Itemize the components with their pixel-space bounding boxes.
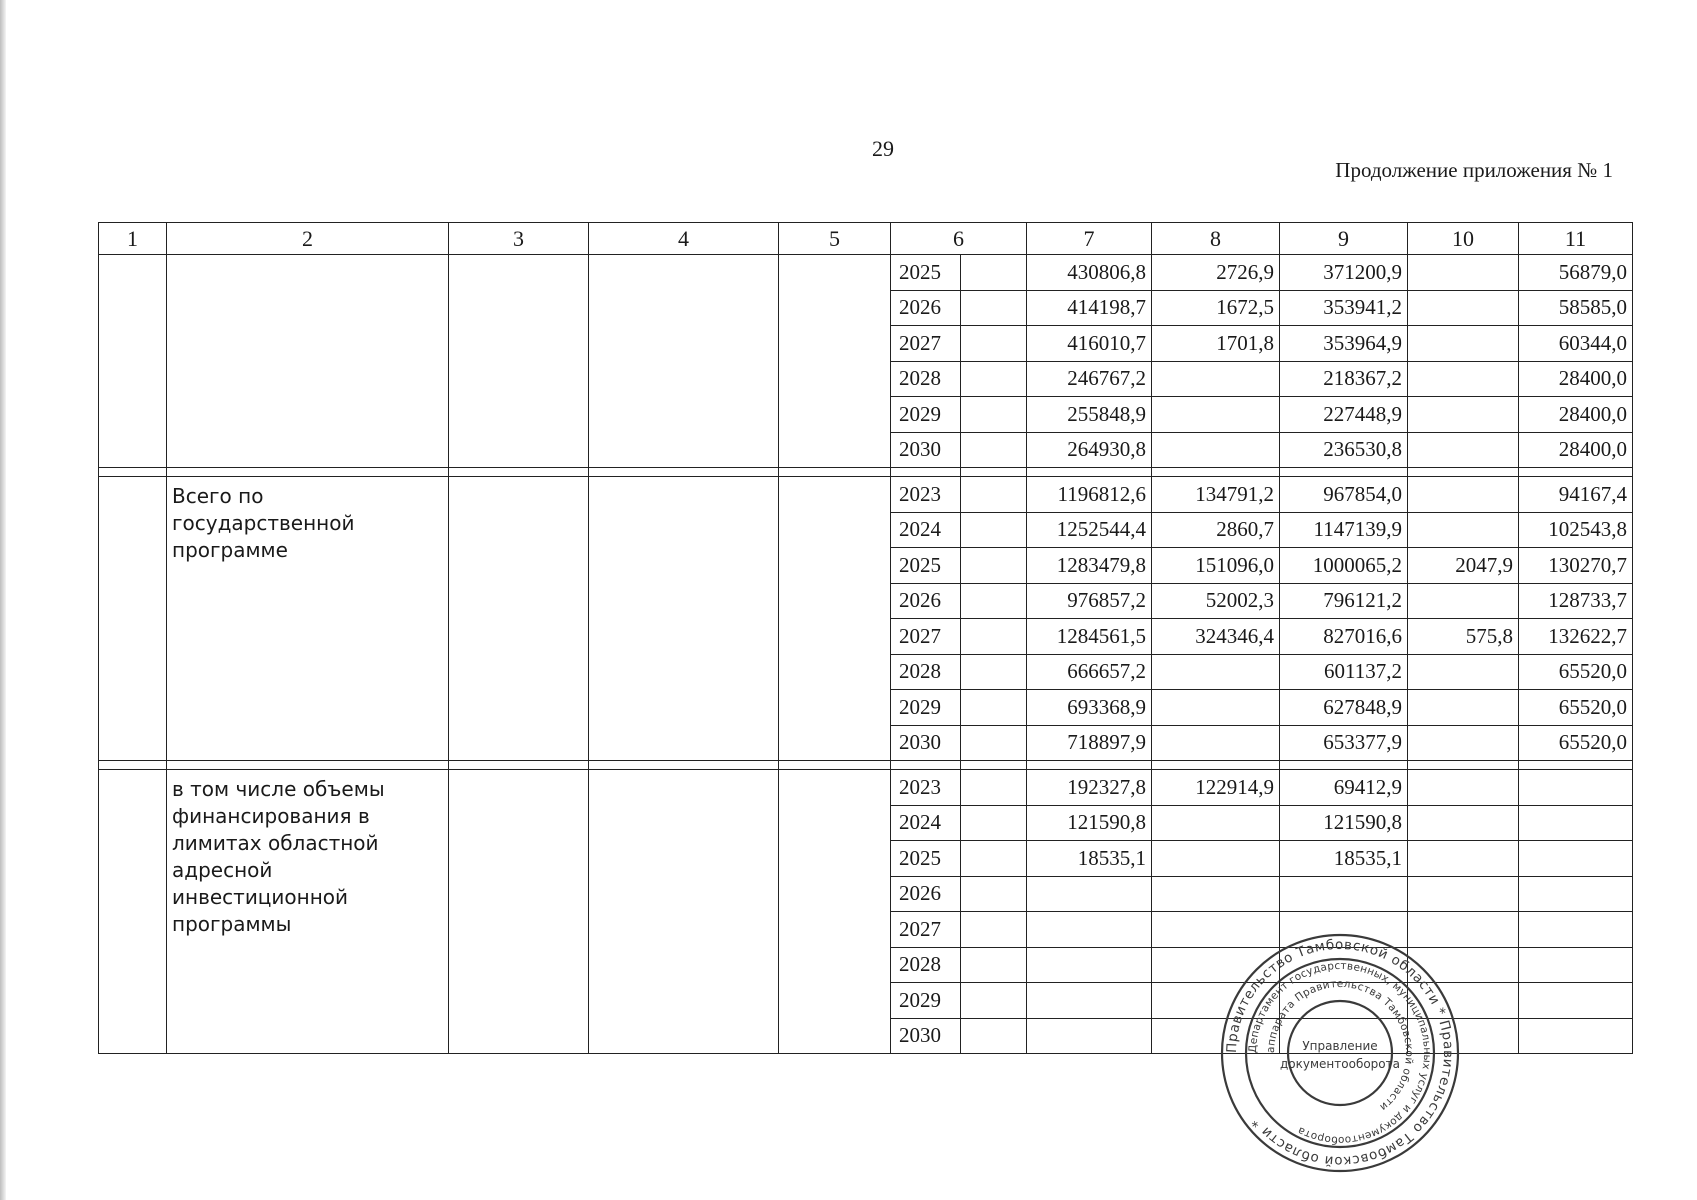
value-cell-c11: 132622,7 (1519, 619, 1633, 655)
year-cell: 2023 (891, 770, 961, 806)
value-cell-c9: 653377,9 (1280, 725, 1408, 761)
value-cell-c10 (1408, 876, 1519, 912)
year-cell: 2028 (891, 947, 961, 983)
value-cell-c9: 218367,2 (1280, 361, 1408, 397)
table-body (99, 223, 1633, 1054)
year-cell: 2026 (891, 290, 961, 326)
value-cell-c10 (1408, 255, 1519, 291)
gap-cell (891, 761, 961, 770)
gap-cell (779, 468, 891, 477)
value-cell-c10 (1408, 725, 1519, 761)
year-cell: 2024 (891, 805, 961, 841)
value-cell-c7: 414198,7 (1027, 290, 1152, 326)
gap-cell (779, 761, 891, 770)
value-cell-c8 (1152, 876, 1280, 912)
value-cell-c10: 2047,9 (1408, 548, 1519, 584)
gap-cell (1519, 761, 1633, 770)
gap-cell (449, 468, 589, 477)
header-cell-10: 10 (1408, 223, 1519, 255)
col6-blank-cell (961, 690, 1027, 726)
value-cell-c10: 575,8 (1408, 619, 1519, 655)
value-cell-c11 (1519, 770, 1633, 806)
col6-blank-cell (961, 548, 1027, 584)
value-cell-c9: 236530,8 (1280, 432, 1408, 468)
value-cell-c11 (1519, 1018, 1633, 1054)
col3-cell (449, 770, 589, 1054)
col6-blank-cell (961, 876, 1027, 912)
gap-cell (167, 468, 449, 477)
gap-cell (1152, 468, 1280, 477)
value-cell-c7 (1027, 912, 1152, 948)
col5-cell (779, 770, 891, 1054)
value-cell-c7: 192327,8 (1027, 770, 1152, 806)
value-cell-c8 (1152, 361, 1280, 397)
gap-cell (1027, 761, 1152, 770)
value-cell-c8: 324346,4 (1152, 619, 1280, 655)
col6-blank-cell (961, 947, 1027, 983)
gap-cell (1152, 761, 1280, 770)
gap-cell (99, 761, 167, 770)
year-cell: 2024 (891, 512, 961, 548)
value-cell-c10 (1408, 290, 1519, 326)
value-cell-c9: 1000065,2 (1280, 548, 1408, 584)
col6-blank-cell (961, 770, 1027, 806)
year-cell: 2028 (891, 654, 961, 690)
value-cell-c7: 1196812,6 (1027, 477, 1152, 513)
value-cell-c8: 2860,7 (1152, 512, 1280, 548)
gap-cell (99, 468, 167, 477)
year-cell: 2026 (891, 583, 961, 619)
value-cell-c7 (1027, 1018, 1152, 1054)
col6-blank-cell (961, 361, 1027, 397)
year-cell: 2025 (891, 255, 961, 291)
gap-cell (1280, 468, 1408, 477)
value-cell-c8 (1152, 725, 1280, 761)
value-cell-c10 (1408, 326, 1519, 362)
header-cell-8: 8 (1152, 223, 1280, 255)
value-cell-c9: 69412,9 (1280, 770, 1408, 806)
col4-cell (589, 255, 779, 468)
header-cell-3: 3 (449, 223, 589, 255)
col6-blank-cell (961, 477, 1027, 513)
value-cell-c7: 666657,2 (1027, 654, 1152, 690)
year-cell: 2023 (891, 477, 961, 513)
value-cell-c10 (1408, 432, 1519, 468)
stamp-inner-text: аппарата Правительства Тамбовской области (1264, 977, 1416, 1114)
gap-cell (449, 761, 589, 770)
year-cell: 2030 (891, 725, 961, 761)
value-cell-c7: 264930,8 (1027, 432, 1152, 468)
col5-cell (779, 255, 891, 468)
header-cell-7: 7 (1027, 223, 1152, 255)
header-cell-6: 6 (891, 223, 1027, 255)
value-cell-c9 (1280, 876, 1408, 912)
col6-blank-cell (961, 255, 1027, 291)
value-cell-c10 (1408, 841, 1519, 877)
gap-cell (1027, 468, 1152, 477)
gap-cell (1408, 468, 1519, 477)
year-cell: 2029 (891, 690, 961, 726)
appendix-note: Продолжение приложения № 1 (1335, 158, 1613, 182)
value-cell-c7 (1027, 876, 1152, 912)
group-label: Всего по государственной программе (167, 477, 449, 761)
year-cell: 2027 (891, 326, 961, 362)
col3-cell (449, 477, 589, 761)
col6-blank-cell (961, 512, 1027, 548)
value-cell-c8: 1701,8 (1152, 326, 1280, 362)
value-cell-c8 (1152, 397, 1280, 433)
year-cell: 2029 (891, 983, 961, 1019)
group-label: в том числе объемы финансирования в лимитах областной адресной инвестиционной программы (167, 770, 449, 1054)
year-cell: 2025 (891, 841, 961, 877)
value-cell-c9: 353964,9 (1280, 326, 1408, 362)
value-cell-c9: 601137,2 (1280, 654, 1408, 690)
value-cell-c8: 2726,9 (1152, 255, 1280, 291)
value-cell-c7: 1284561,5 (1027, 619, 1152, 655)
value-cell-c10 (1408, 770, 1519, 806)
header-cell-9: 9 (1280, 223, 1408, 255)
value-cell-c9: 18535,1 (1280, 841, 1408, 877)
col6-blank-cell (961, 983, 1027, 1019)
col6-blank-cell (961, 841, 1027, 877)
gap-cell (961, 468, 1027, 477)
value-cell-c11: 130270,7 (1519, 548, 1633, 584)
col1-cell (99, 255, 167, 468)
value-cell-c11: 94167,4 (1519, 477, 1633, 513)
value-cell-c11: 65520,0 (1519, 654, 1633, 690)
col4-cell (589, 477, 779, 761)
value-cell-c9: 627848,9 (1280, 690, 1408, 726)
col4-cell (589, 770, 779, 1054)
value-cell-c9: 1147139,9 (1280, 512, 1408, 548)
value-cell-c8: 151096,0 (1152, 548, 1280, 584)
col6-blank-cell (961, 619, 1027, 655)
stamp-middle-text: Департамент государственных, муниципальных услуг и документооборота (1246, 959, 1434, 1147)
value-cell-c7: 255848,9 (1027, 397, 1152, 433)
value-cell-c11: 60344,0 (1519, 326, 1633, 362)
stamp-center-line2: документооборота (1280, 1057, 1400, 1071)
gap-cell (167, 761, 449, 770)
value-cell-c10 (1408, 361, 1519, 397)
table-row (99, 770, 1633, 806)
stamp-inner-circle (1288, 1001, 1392, 1105)
gap-cell (1519, 468, 1633, 477)
value-cell-c11: 56879,0 (1519, 255, 1633, 291)
value-cell-c10 (1408, 805, 1519, 841)
value-cell-c11 (1519, 876, 1633, 912)
header-cell-4: 4 (589, 223, 779, 255)
financing-table (98, 222, 1633, 1054)
value-cell-c8 (1152, 432, 1280, 468)
year-cell: 2030 (891, 432, 961, 468)
value-cell-c8 (1152, 805, 1280, 841)
value-cell-c9: 967854,0 (1280, 477, 1408, 513)
col6-blank-cell (961, 432, 1027, 468)
year-cell: 2026 (891, 876, 961, 912)
value-cell-c11: 58585,0 (1519, 290, 1633, 326)
col6-blank-cell (961, 725, 1027, 761)
value-cell-c10 (1408, 690, 1519, 726)
group-gap (99, 468, 1633, 477)
value-cell-c11 (1519, 983, 1633, 1019)
value-cell-c9: 353941,2 (1280, 290, 1408, 326)
value-cell-c8: 1672,5 (1152, 290, 1280, 326)
value-cell-c9: 796121,2 (1280, 583, 1408, 619)
year-cell: 2027 (891, 912, 961, 948)
value-cell-c11: 65520,0 (1519, 690, 1633, 726)
gap-cell (1280, 761, 1408, 770)
value-cell-c7: 430806,8 (1027, 255, 1152, 291)
value-cell-c9: 827016,6 (1280, 619, 1408, 655)
value-cell-c7: 416010,7 (1027, 326, 1152, 362)
table-row (99, 255, 1633, 291)
value-cell-c10 (1408, 397, 1519, 433)
value-cell-c10 (1408, 583, 1519, 619)
value-cell-c7 (1027, 983, 1152, 1019)
gap-cell (1408, 761, 1519, 770)
value-cell-c7: 1252544,4 (1027, 512, 1152, 548)
value-cell-c8: 52002,3 (1152, 583, 1280, 619)
col6-blank-cell (961, 654, 1027, 690)
col5-cell (779, 477, 891, 761)
value-cell-c9: 371200,9 (1280, 255, 1408, 291)
year-cell: 2030 (891, 1018, 961, 1054)
col6-blank-cell (961, 290, 1027, 326)
value-cell-c8 (1152, 654, 1280, 690)
group-gap (99, 761, 1633, 770)
col1-cell (99, 770, 167, 1054)
col6-blank-cell (961, 326, 1027, 362)
value-cell-c11: 128733,7 (1519, 583, 1633, 619)
value-cell-c10 (1408, 477, 1519, 513)
table-row (99, 477, 1633, 513)
header-cell-11: 11 (1519, 223, 1633, 255)
stamp-center-line1: Управление (1302, 1039, 1378, 1053)
value-cell-c7: 121590,8 (1027, 805, 1152, 841)
page-number: 29 (872, 136, 894, 161)
col6-blank-cell (961, 397, 1027, 433)
value-cell-c8 (1152, 841, 1280, 877)
scan-edge (0, 0, 6, 1200)
value-cell-c7: 718897,9 (1027, 725, 1152, 761)
gap-cell (589, 761, 779, 770)
gap-cell (589, 468, 779, 477)
col6-blank-cell (961, 912, 1027, 948)
value-cell-c7: 1283479,8 (1027, 548, 1152, 584)
value-cell-c7 (1027, 947, 1152, 983)
value-cell-c11 (1519, 841, 1633, 877)
value-cell-c11: 102543,8 (1519, 512, 1633, 548)
value-cell-c7: 246767,2 (1027, 361, 1152, 397)
col6-blank-cell (961, 805, 1027, 841)
value-cell-c10 (1408, 654, 1519, 690)
value-cell-c11: 65520,0 (1519, 725, 1633, 761)
value-cell-c7: 976857,2 (1027, 583, 1152, 619)
stamp-outer-text: Правительство Тамбовской области * Правительство Тамбовской области * (1223, 936, 1457, 1170)
value-cell-c11 (1519, 912, 1633, 948)
value-cell-c8 (1152, 690, 1280, 726)
gap-cell (961, 761, 1027, 770)
gap-cell (891, 468, 961, 477)
year-cell: 2029 (891, 397, 961, 433)
value-cell-c9: 227448,9 (1280, 397, 1408, 433)
year-cell: 2028 (891, 361, 961, 397)
col6-blank-cell (961, 1018, 1027, 1054)
header-cell-5: 5 (779, 223, 891, 255)
col1-cell (99, 477, 167, 761)
col6-blank-cell (961, 583, 1027, 619)
value-cell-c11: 28400,0 (1519, 432, 1633, 468)
group-label (167, 255, 449, 468)
value-cell-c7: 693368,9 (1027, 690, 1152, 726)
value-cell-c8: 122914,9 (1152, 770, 1280, 806)
value-cell-c8: 134791,2 (1152, 477, 1280, 513)
value-cell-c7: 18535,1 (1027, 841, 1152, 877)
header-cell-2: 2 (167, 223, 449, 255)
value-cell-c9: 121590,8 (1280, 805, 1408, 841)
header-cell-1: 1 (99, 223, 167, 255)
year-cell: 2027 (891, 619, 961, 655)
value-cell-c11 (1519, 805, 1633, 841)
value-cell-c11 (1519, 947, 1633, 983)
official-stamp (1219, 932, 1461, 1174)
value-cell-c11: 28400,0 (1519, 361, 1633, 397)
value-cell-c10 (1408, 512, 1519, 548)
header-row (99, 223, 1633, 255)
col3-cell (449, 255, 589, 468)
value-cell-c11: 28400,0 (1519, 397, 1633, 433)
year-cell: 2025 (891, 548, 961, 584)
